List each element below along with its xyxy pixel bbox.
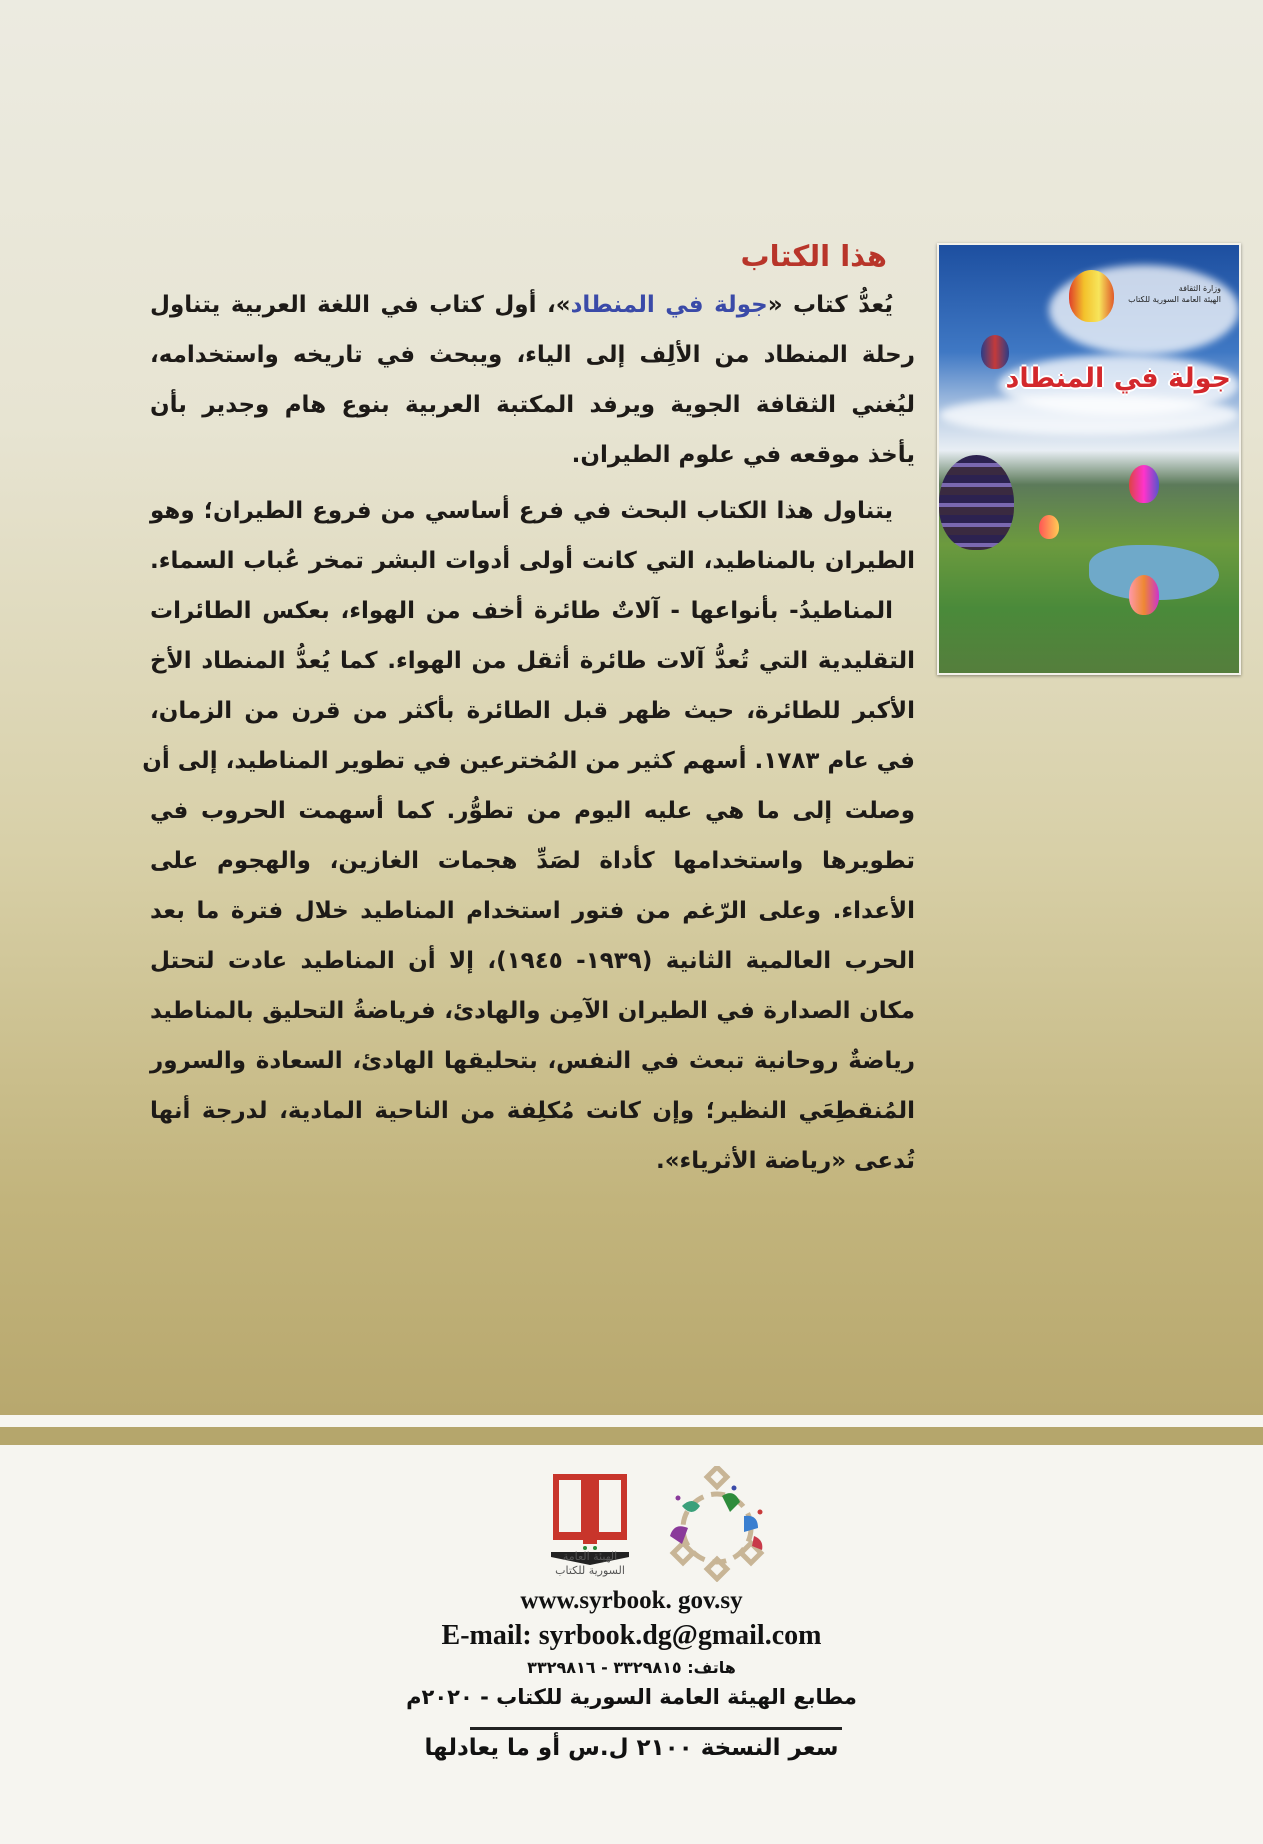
- email-address[interactable]: E-mail: syrbook.dg@gmail.com: [441, 1620, 822, 1651]
- text: وزارة الثقافة: [1178, 284, 1221, 293]
- price-line: سعر النسخة ٢١٠٠ ل.س أو ما يعادلها: [424, 1735, 839, 1761]
- text: السورية للكتاب: [555, 1564, 625, 1577]
- blurb-line: [150, 280, 915, 330]
- blurb-line: يأخذ موقعه في علوم الطيران.: [571, 442, 915, 468]
- thumbnail-publisher: [1128, 283, 1221, 305]
- text: »، أول كتاب في اللغة العربية يتناول: [150, 292, 571, 318]
- balloon-icon: [939, 455, 1014, 550]
- blurb-line: رحلة المنطاد من الألِف إلى الياء، ويبحث في تاريخه واستخدامه،: [150, 342, 915, 368]
- phone-numbers: هاتف: ٣٣٢٩٨١٥ - ٣٣٢٩٨١٦: [527, 1658, 736, 1677]
- blurb-line: ليُغني الثقافة الجوية ويرفد المكتبة العربية بنوع هام وجدير بأن: [150, 392, 915, 418]
- blurb-line: الطيران بالمناطيد، التي كانت أولى أدوات البشر تمخر عُباب السماء.: [150, 548, 915, 574]
- blurb-line: يتناول هذا الكتاب البحث في فرع أساسي من فروع الطيران؛ وهو: [150, 498, 893, 524]
- balloon-icon: [1039, 515, 1059, 539]
- balloon-icon: [1069, 270, 1114, 322]
- text: الهيئة العامة السورية للكتاب: [1128, 295, 1221, 304]
- balloon-icon: [1129, 465, 1159, 503]
- culture-logo: [662, 1466, 774, 1582]
- blurb-line: في عام ١٧٨٣. أسهم كثير من المُخترعين في تطوير المناطيد، إلى أن: [142, 748, 915, 774]
- text: الهيئة العامة: [562, 1550, 618, 1563]
- book-title-highlight: جولة في المنطاد: [570, 292, 768, 318]
- blurb-line: المُنقطِعَي النظير؛ وإن كانت مُكلِفة من الناحية المادية، لدرجة أنها: [150, 1098, 915, 1124]
- balloon-icon: [1129, 575, 1159, 615]
- blurb-line: الأكبر للطائرة، حيث ظهر قبل الطائرة بأكثر من قرن من الزمان،: [150, 698, 915, 724]
- blurb-line: الأعداء. وعلى الرّغم من فتور استخدام المناطيد خلال فترة ما بعد: [150, 898, 915, 924]
- blurb-line: المناطيدُ- بأنواعها - آلاتٌ طائرة أخف من الهواء، بعكس الطائرات: [150, 598, 893, 624]
- blurb-line: التقليدية التي تُعدُّ آلات طائرة أثقل من الهواء. كما يُعدُّ المنطاد الأخ: [150, 648, 915, 674]
- website-url[interactable]: www.syrbook. gov.sy: [520, 1587, 743, 1614]
- divider-stripe: [0, 1415, 1263, 1427]
- blurb-heading: هذا الكتاب: [740, 239, 887, 273]
- printer-line: مطابع الهيئة العامة السورية للكتاب - ٢٠٢٠م: [406, 1685, 857, 1709]
- text: يُعدُّ كتاب «: [767, 292, 893, 318]
- blurb-line: تطويرها واستخدامها كأداة لصَدِّ هجمات الغازين، والهجوم على: [150, 848, 915, 874]
- blurb-line: وصلت إلى ما هي عليه اليوم من تطوُّر. كما أسهمت الحروب في: [150, 798, 915, 824]
- blurb-line: رياضةٌ روحانية تبعث في النفس، بتحليقها الهادئ، السعادة والسرور: [150, 1048, 915, 1074]
- divider-band: [0, 1427, 1263, 1445]
- blurb: [142, 232, 915, 1186]
- thumbnail-title: جولة في المنطاد: [1005, 363, 1231, 394]
- publisher-logo-caption: [540, 1550, 640, 1578]
- divider-rule: [470, 1727, 842, 1730]
- blurb-line: تُدعى «رياضة الأثرياء».: [655, 1148, 915, 1174]
- blurb-line: الحرب العالمية الثانية (١٩٣٩- ١٩٤٥)، إلا أن المناطيد عادت لتحتل: [150, 948, 915, 974]
- front-cover-thumbnail: [937, 243, 1241, 675]
- blurb-line: مكان الصدارة في الطيران الآمِن والهادئ، فرياضةُ التحليق بالمناطيد: [150, 998, 915, 1024]
